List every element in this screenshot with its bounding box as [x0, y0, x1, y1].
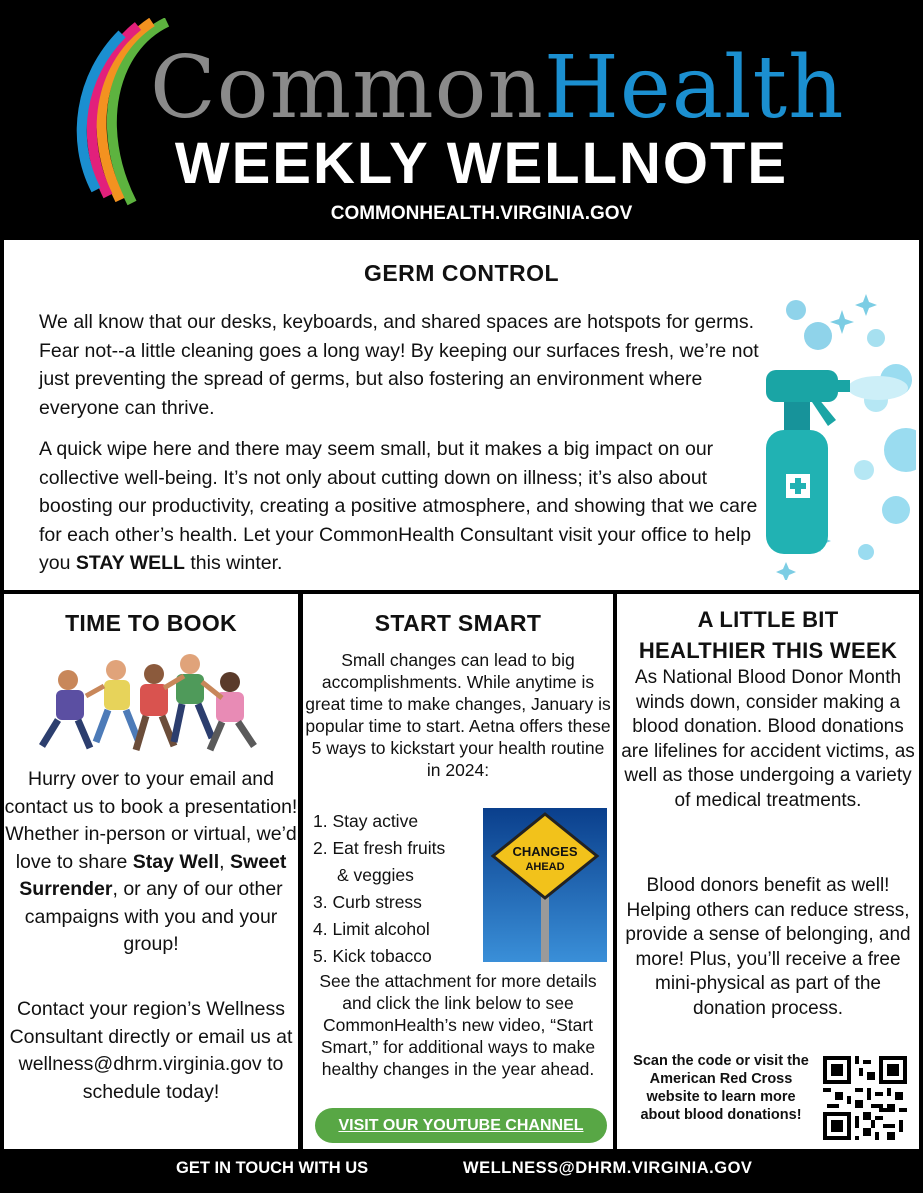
germ-paragraph-2	[39, 435, 764, 578]
list-item: & veggies	[337, 865, 414, 885]
footer-contact-label: GET IN TOUCH WITH US	[176, 1159, 369, 1177]
list-item: 4. Limit alcohol	[313, 919, 430, 939]
kickstart-steps-list	[313, 808, 445, 970]
brand-wordmark	[150, 38, 844, 138]
campaign-sweet-surrender: Sweet Surrender	[19, 850, 287, 900]
start-smart-section	[303, 594, 613, 1149]
list-item: 2. Eat fresh fruits	[313, 838, 446, 858]
visit-youtube-button[interactable]: VISIT OUR YOUTUBE CHANNEL	[315, 1108, 607, 1143]
germ-p2-end: this winter.	[184, 552, 283, 574]
start-smart-title: START SMART	[374, 610, 542, 636]
start-smart-outro: See the attachment for more details and click the link below to see CommonHealth’s new video, “Start Smart,” for additional ways to make healthy changes in the year ahead.	[319, 971, 597, 1079]
qr-code-icon[interactable]	[823, 1056, 907, 1140]
sign-text-line1: CHANGES	[512, 844, 578, 859]
list-item: 5. Kick tobacco	[313, 946, 432, 966]
header	[0, 0, 923, 240]
book-paragraph-2: Contact your region’s Wellness Consultant directly or email us at wellness@dhrm.virginia.gov to schedule today!	[9, 998, 293, 1103]
list-item: 3. Curb stress	[313, 892, 422, 912]
footer-email-link[interactable]: WELLNESS@DHRM.VIRGINIA.GOV	[463, 1159, 753, 1177]
spray-bottle-icon	[756, 290, 916, 580]
healthier-title	[617, 604, 919, 666]
time-to-book-section	[4, 594, 298, 1149]
healthier-title-line2: HEALTHIER THIS WEEK	[638, 638, 898, 663]
brand-common: Common	[150, 38, 544, 138]
start-smart-intro: Small changes can lead to big accomplishments. While anytime is great time to make changes, January is popular time to start. Aetna offers these 5 ways to kickstart your health routine in 2024:	[305, 650, 611, 780]
healthier-paragraph-1: As National Blood Donor Month winds down, consider making a blood donation. Blood donations are lifelines for accident victims, as well as those undergoing a variety of medical treatments.	[621, 667, 915, 811]
germ-paragraph-1: We all know that our desks, keyboards, and shared spaces are hotspots for germs. Fear not--a little cleaning goes a long way! By keeping our surfaces fresh, we’re not just preventing the spread of germs, but also fostering an environment where everyone can thrive.	[39, 311, 759, 419]
germ-control-title: GERM CONTROL	[363, 260, 560, 286]
website-url: COMMONHEALTH.VIRGINIA.GOV	[330, 203, 633, 224]
sign-text-line2: AHEAD	[525, 861, 565, 873]
brand-health: Health	[543, 38, 845, 138]
list-item: 1. Stay active	[313, 811, 419, 831]
campaign-stay-well: Stay Well	[132, 850, 220, 873]
germ-p2-bold: STAY WELL	[75, 552, 185, 574]
footer	[0, 1149, 923, 1193]
healthier-title-line1: A LITTLE BIT	[697, 607, 839, 632]
changes-ahead-sign-icon	[483, 808, 607, 962]
newsletter-title: WEEKLY WELLNOTE	[174, 131, 789, 196]
book-p1-comma: ,	[219, 850, 230, 873]
healthier-paragraph-2: Blood donors benefit as well! Helping others can reduce stress, provide a sense of belonging, and more! Plus, you’ll receive a free mini-physical as part of the donation process.	[625, 875, 911, 1019]
time-to-book-title: TIME TO BOOK	[65, 610, 237, 636]
book-paragraph-1	[4, 766, 298, 959]
germ-p2-text: A quick wipe here and there may seem small, but it makes a big impact on our collective well-being. It’s not only about cutting down on illness; it’s also about boosting our productivity, creating a positive atmosphere, and showing that we care for each other’s health. Let your CommonHealth Consultant visit your office to help you	[39, 438, 758, 574]
germ-control-section	[4, 240, 919, 590]
scan-code-text: Scan the code or visit the American Red Cross website to learn more about blood donations!	[633, 1053, 809, 1123]
healthier-section	[617, 594, 919, 1149]
book-p1-end: , or any of our other campaigns with you and your group!	[24, 878, 283, 955]
book-p1-text: Hurry over to your email and contact us to book a presentation! Whether in-person or virtual, we’d love to share	[4, 768, 298, 873]
running-people-illustration-icon	[34, 646, 274, 756]
